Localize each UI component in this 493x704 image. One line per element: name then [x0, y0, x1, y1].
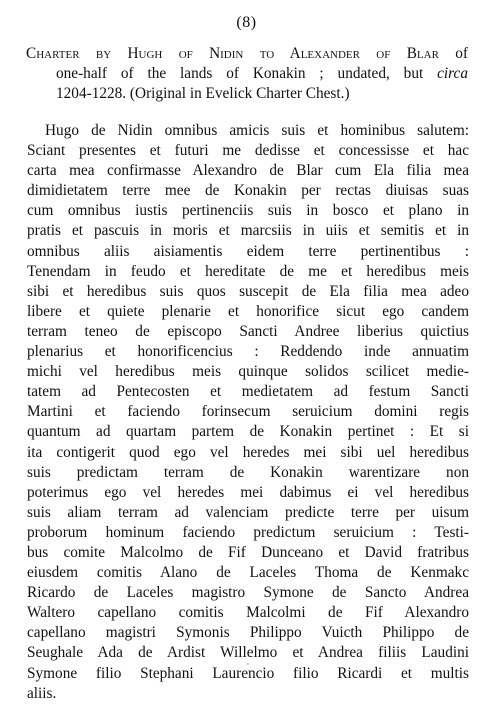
body-line: ita contigerit quod ego vel heredes mei sibi uel heredibus: [27, 443, 469, 461]
body-line: poterimus ego vel heredes mei dabimus ei vel heredibus: [27, 483, 469, 501]
heading-title-tail: of: [438, 45, 468, 62]
body-line: Ricardo de Laceles magistro Symone de Sancto Andrea: [27, 584, 469, 602]
body-line: pratis et pascuis in moris et marcsiis in uiis et semitis et in: [27, 222, 469, 240]
body-line: Waltero capellano comitis Malcolmi de Fif Alexandro: [27, 604, 469, 622]
page-speck: [247, 663, 249, 665]
body-line: proborum hominum faciendo predictum seruicium : Testi-: [27, 523, 469, 541]
body-line: michi vel heredibus meis quinque solidos scilicet medie-: [27, 363, 469, 381]
body-line: tatem ad Pentecosten et medietatem ad festum Sancti: [27, 383, 469, 401]
body-line: Sciant presentes et futuri me dedisse et concessisse et hac: [27, 142, 469, 160]
heading-circa: circa: [437, 65, 468, 82]
body-line: plenarius et honorificencius : Reddendo inde annuatim: [27, 343, 469, 361]
heading-line-2-text: one-half of the lands of Konakin ; undated, but: [56, 65, 438, 82]
body-line: terram teneo de episcopo Sancti Andree liberius quictius: [27, 322, 469, 340]
body-line: dimidietatem terre mee de Konakin per rectas diuisas suas: [27, 182, 469, 200]
body-line: Seughale Ada de Ardist Willelmo et Andrea filiis Laudini: [27, 644, 469, 662]
heading-line-1: [26, 44, 468, 64]
body-line: libere et quiete plenarie et honorifice sicut ego candem: [27, 302, 469, 320]
body-line: suis aliam terram ad valenciam predicte terre per uisum: [27, 503, 469, 521]
body-line: capellano magistri Symonis Philippo Vuicth Philippo de: [27, 624, 469, 642]
page-number: (8): [236, 14, 257, 31]
body-line: carta mea confirmasse Alexandro de Blar cum Ela filia mea: [27, 162, 469, 180]
body-line: Hugo de Nidin omnibus amicis suis et hominibus salutem:: [45, 122, 469, 139]
body-line: cum omnibus iustis pertinenciis suis in bosco et plano in: [27, 202, 469, 220]
body-line: quantum ad quartam partem de Konakin pertinet : Et si: [27, 423, 469, 441]
body-line: Martini et faciendo forinsecum seruicium domini regis: [27, 403, 469, 421]
body-line: omnibus aliis aisiamentis eidem terre pertinentibus :: [27, 242, 469, 260]
charter-body: [27, 121, 469, 704]
body-line: bus comite Malcolmo de Fif Dunceano et David fratribus: [27, 543, 469, 561]
body-line: eiusdem comitis Alano de Laceles Thoma de Kenmakc: [27, 564, 469, 582]
body-line: suis predictam terram de Konakin warentizare non: [27, 463, 469, 481]
body-line: Tenendam in feudo et hereditate de me et heredibus meis: [27, 262, 469, 280]
body-line: Symone filio Stephani Laurencio filio Ricardi et multis: [27, 664, 469, 682]
charter-heading: [26, 44, 468, 104]
body-line: aliis.: [27, 684, 57, 702]
heading-title-smallcaps: Charter by Hugh of Nidin to Alexander of Blar: [26, 45, 439, 62]
body-line: sibi et heredibus suis quos suscepit de Ela filia mea adeo: [27, 282, 469, 300]
heading-line-3: 1204-1228. (Original in Evelick Charter Chest.): [56, 85, 350, 102]
heading-line-2: [26, 64, 468, 84]
